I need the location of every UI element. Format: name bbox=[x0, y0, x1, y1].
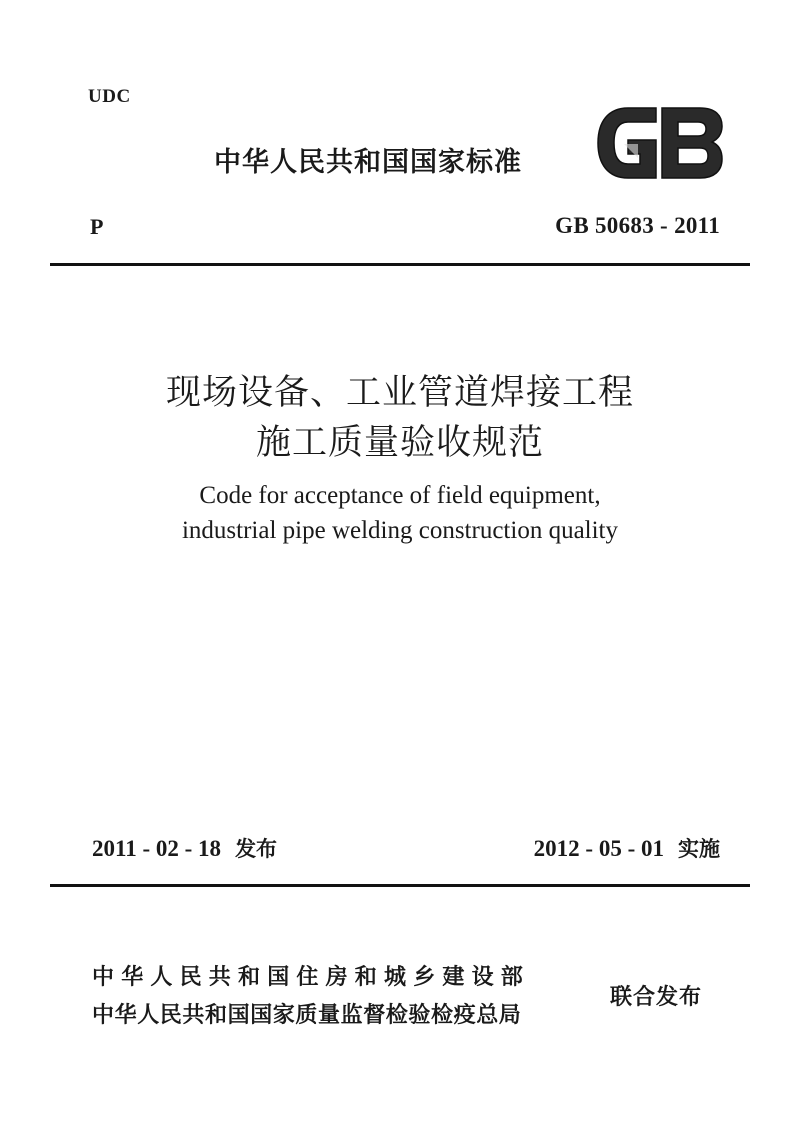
effective-label: 实施 bbox=[678, 837, 720, 861]
publisher-line1: 中华人民共和国住房和城乡建设部 bbox=[92, 965, 531, 990]
udc-label: UDC bbox=[88, 86, 131, 107]
gb-logo-icon bbox=[594, 104, 726, 182]
standard-number: GB 50683 - 2011 bbox=[555, 213, 720, 238]
title-english-line2: industrial pipe welding construction quality bbox=[181, 517, 619, 544]
effective-date: 2012 - 05 - 01 bbox=[533, 836, 664, 861]
top-divider bbox=[50, 263, 750, 266]
joint-publish-label: 联合发布 bbox=[610, 985, 703, 1010]
issue-date: 2011 - 02 - 18 bbox=[92, 836, 222, 861]
title-english-line1: Code for acceptance of field equipment, bbox=[199, 482, 601, 509]
effective-date-block bbox=[534, 833, 720, 863]
title-chinese-line2: 施工质量验收规范 bbox=[255, 423, 544, 463]
issue-date-block bbox=[92, 833, 277, 863]
title-chinese-line1: 现场设备、工业管道焊接工程 bbox=[165, 373, 634, 413]
publisher-line2: 中华人民共和国国家质量监督检验检疫总局 bbox=[92, 1003, 522, 1028]
issue-label: 发布 bbox=[235, 837, 278, 861]
standard-type-heading: 中华人民共和国国家标准 bbox=[214, 147, 522, 178]
bottom-divider bbox=[50, 884, 750, 887]
classification-code: P bbox=[90, 214, 104, 239]
